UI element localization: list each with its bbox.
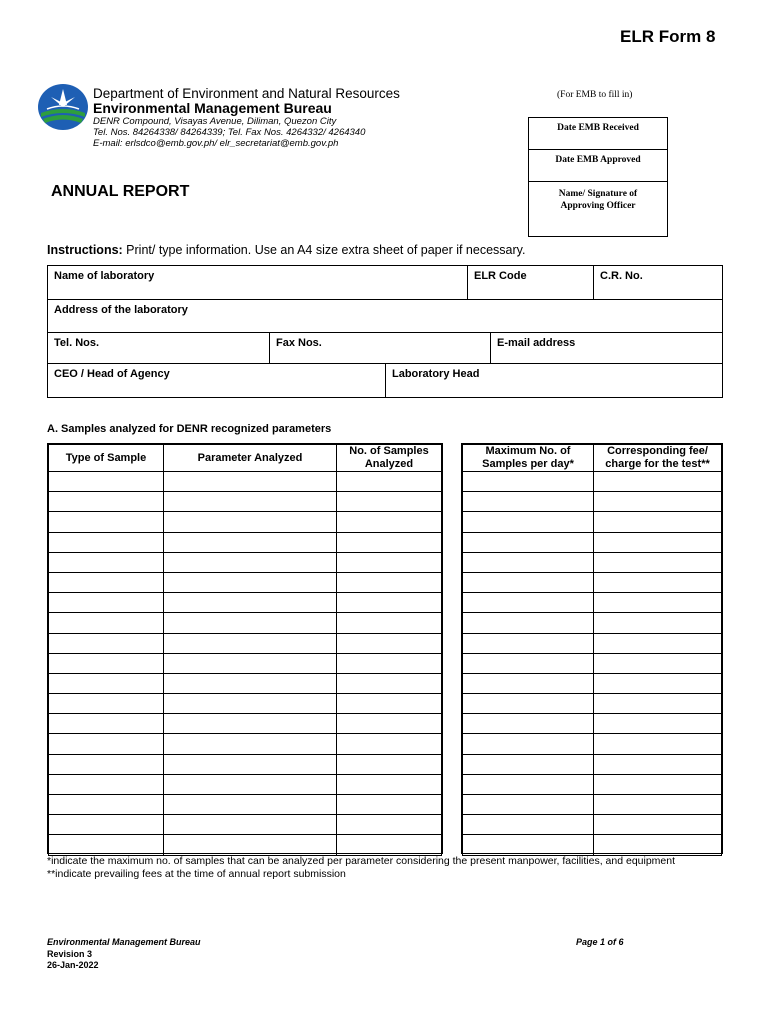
table-cell[interactable]	[463, 673, 594, 693]
table-cell[interactable]	[594, 835, 722, 855]
date-approved-field[interactable]: Date EMB Approved	[529, 150, 667, 182]
table-cell[interactable]	[49, 734, 164, 754]
department-name: Department of Environment and Natural Resources	[93, 86, 400, 101]
table-cell[interactable]	[337, 694, 442, 714]
table-cell[interactable]	[164, 492, 337, 512]
table-row	[49, 774, 442, 794]
agency-email: E-mail: erlsdco@emb.gov.ph/ elr_secretariat@emb.gov.ph	[93, 138, 339, 149]
table-cell[interactable]	[594, 673, 722, 693]
table-row	[49, 653, 442, 673]
table-row	[49, 835, 442, 855]
section-a-title: A. Samples analyzed for DENR recognized parameters	[47, 423, 332, 435]
table-cell[interactable]	[164, 694, 337, 714]
table-cell[interactable]	[594, 552, 722, 572]
footer-date: 26-Jan-2022	[47, 960, 99, 970]
table-row	[49, 572, 442, 592]
table-row	[463, 714, 722, 734]
col-header-max-samples: Maximum No. of Samples per day*	[463, 445, 594, 472]
table-cell[interactable]	[337, 532, 442, 552]
table-cell[interactable]	[594, 734, 722, 754]
table-cell[interactable]	[49, 512, 164, 532]
ceo-field[interactable]: CEO / Head of Agency	[48, 364, 386, 397]
table-row	[463, 694, 722, 714]
table-row	[463, 633, 722, 653]
table-cell[interactable]	[164, 774, 337, 794]
table-cell[interactable]	[49, 815, 164, 835]
table-cell[interactable]	[337, 815, 442, 835]
table-row	[49, 532, 442, 552]
table-row	[49, 512, 442, 532]
table-row	[463, 653, 722, 673]
lab-name-field[interactable]: Name of laboratory	[48, 266, 468, 299]
footer-revision: Revision 3	[47, 948, 93, 959]
table-cell[interactable]	[594, 512, 722, 532]
footnote-max-samples: *indicate the maximum no. of samples that can be analyzed per parameter considering the present manpower, facilities, and equipment	[47, 855, 676, 867]
approving-officer-field[interactable]: Name/ Signature of Approving Officer	[558, 189, 638, 211]
page-title: ANNUAL REPORT	[51, 183, 190, 200]
page-number: Page 1 of 6	[576, 937, 624, 947]
table-cell[interactable]	[337, 673, 442, 693]
table-cell[interactable]	[594, 754, 722, 774]
agency-phones: Tel. Nos. 84264338/ 84264339; Tel. Fax Nos. 4264332/ 4264340	[93, 127, 366, 138]
table-row	[463, 512, 722, 532]
table-row	[463, 673, 722, 693]
emb-use-note: (For EMB to fill in)	[557, 90, 633, 100]
table-row	[463, 572, 722, 592]
form-code: ELR Form 8	[620, 27, 716, 46]
col-header-fee: Corresponding fee/ charge for the test**	[594, 445, 722, 472]
instructions-label: Instructions:	[47, 243, 123, 257]
table-cell[interactable]	[337, 572, 442, 592]
table-cell[interactable]	[463, 734, 594, 754]
table-cell[interactable]	[337, 714, 442, 734]
bureau-name: Environmental Management Bureau	[93, 100, 332, 116]
fax-field[interactable]: Fax Nos.	[270, 333, 491, 363]
instructions-text: Print/ type information. Use an A4 size extra sheet of paper if necessary.	[122, 243, 526, 257]
table-cell[interactable]	[463, 613, 594, 633]
table-row	[463, 835, 722, 855]
table-cell[interactable]	[594, 774, 722, 794]
table-cell[interactable]	[594, 593, 722, 613]
table-cell[interactable]	[463, 512, 594, 532]
lab-address-field[interactable]: Address of the laboratory	[54, 304, 188, 316]
footer-left	[47, 937, 201, 972]
table-cell[interactable]	[463, 593, 594, 613]
table-cell[interactable]	[594, 815, 722, 835]
table-row	[463, 734, 722, 754]
table-cell[interactable]	[463, 472, 594, 492]
table-cell[interactable]	[337, 795, 442, 815]
table-row	[49, 795, 442, 815]
table-cell[interactable]	[164, 532, 337, 552]
table-cell[interactable]	[164, 835, 337, 855]
table-row	[463, 552, 722, 572]
table-cell[interactable]	[594, 472, 722, 492]
table-cell[interactable]	[49, 835, 164, 855]
table-cell[interactable]	[337, 472, 442, 492]
table-row	[463, 613, 722, 633]
table-row	[49, 815, 442, 835]
table-cell[interactable]	[164, 653, 337, 673]
date-received-field[interactable]: Date EMB Received	[529, 118, 667, 150]
table-cell[interactable]	[594, 633, 722, 653]
table-cell[interactable]	[164, 593, 337, 613]
table-row	[463, 472, 722, 492]
table-cell[interactable]	[594, 492, 722, 512]
samples-table-right	[461, 443, 723, 854]
table-row	[49, 714, 442, 734]
cr-no-field[interactable]: C.R. No.	[600, 270, 643, 282]
table-cell[interactable]	[164, 673, 337, 693]
table-cell[interactable]	[49, 694, 164, 714]
footer-bureau: Environmental Management Bureau	[47, 937, 201, 947]
table-row	[49, 552, 442, 572]
table-row	[49, 613, 442, 633]
table-row	[463, 754, 722, 774]
table-cell[interactable]	[164, 815, 337, 835]
table-cell[interactable]	[594, 653, 722, 673]
table-cell[interactable]	[49, 613, 164, 633]
table-cell[interactable]	[337, 593, 442, 613]
table-row	[49, 593, 442, 613]
table-cell[interactable]	[337, 552, 442, 572]
table-cell[interactable]	[594, 613, 722, 633]
instructions	[47, 243, 525, 257]
table-cell[interactable]	[463, 552, 594, 572]
table-cell[interactable]	[463, 774, 594, 794]
elr-code-field[interactable]: ELR Code	[468, 266, 594, 299]
table-cell[interactable]	[164, 633, 337, 653]
table-cell[interactable]	[463, 633, 594, 653]
denr-logo-icon	[37, 83, 89, 131]
table-cell[interactable]	[49, 532, 164, 552]
table-cell[interactable]	[49, 572, 164, 592]
table-cell[interactable]	[463, 714, 594, 734]
table-cell[interactable]	[164, 472, 337, 492]
agency-header	[93, 86, 400, 149]
col-header-type-of-sample: Type of Sample	[49, 445, 164, 472]
lab-head-field[interactable]: Laboratory Head	[392, 368, 480, 380]
table-cell[interactable]	[164, 552, 337, 572]
table-cell[interactable]	[49, 653, 164, 673]
table-cell[interactable]	[49, 593, 164, 613]
table-row	[49, 673, 442, 693]
col-header-parameter: Parameter Analyzed	[164, 445, 337, 472]
col-header-no-samples: No. of Samples Analyzed	[337, 445, 442, 472]
table-cell[interactable]	[463, 653, 594, 673]
table-cell[interactable]	[337, 835, 442, 855]
table-row	[463, 774, 722, 794]
table-row	[463, 795, 722, 815]
table-cell[interactable]	[337, 734, 442, 754]
table-cell[interactable]	[594, 532, 722, 552]
lab-info-table	[47, 265, 723, 398]
table-cell[interactable]	[49, 774, 164, 794]
table-row	[463, 815, 722, 835]
table-cell[interactable]	[463, 815, 594, 835]
table-cell[interactable]	[49, 795, 164, 815]
table-cell[interactable]	[594, 795, 722, 815]
table-cell[interactable]	[337, 492, 442, 512]
footnotes	[47, 855, 727, 880]
table-row	[463, 593, 722, 613]
table-cell[interactable]	[164, 572, 337, 592]
table-cell[interactable]	[463, 572, 594, 592]
table-cell[interactable]	[463, 694, 594, 714]
table-row	[49, 734, 442, 754]
table-row	[49, 472, 442, 492]
table-row	[463, 532, 722, 552]
table-cell[interactable]	[164, 795, 337, 815]
table-cell[interactable]	[337, 512, 442, 532]
table-row	[49, 694, 442, 714]
table-cell[interactable]	[49, 633, 164, 653]
table-row	[49, 492, 442, 512]
table-cell[interactable]	[49, 714, 164, 734]
table-cell[interactable]	[594, 572, 722, 592]
table-row	[49, 633, 442, 653]
table-cell[interactable]	[49, 754, 164, 774]
table-cell[interactable]	[49, 492, 164, 512]
table-cell[interactable]	[164, 613, 337, 633]
table-cell[interactable]	[49, 552, 164, 572]
table-cell[interactable]	[463, 492, 594, 512]
table-cell[interactable]	[463, 835, 594, 855]
table-cell[interactable]	[463, 532, 594, 552]
table-cell[interactable]	[337, 754, 442, 774]
table-cell[interactable]	[49, 673, 164, 693]
table-cell[interactable]	[164, 734, 337, 754]
table-row	[49, 754, 442, 774]
table-cell[interactable]	[164, 714, 337, 734]
table-cell[interactable]	[164, 512, 337, 532]
table-row	[463, 492, 722, 512]
table-cell[interactable]	[49, 472, 164, 492]
email-field[interactable]: E-mail address	[497, 337, 576, 349]
tel-field[interactable]: Tel. Nos.	[48, 333, 270, 363]
table-cell[interactable]	[463, 754, 594, 774]
table-cell[interactable]	[337, 653, 442, 673]
samples-table-left	[47, 443, 443, 854]
table-cell[interactable]	[594, 694, 722, 714]
table-cell[interactable]	[164, 754, 337, 774]
table-cell[interactable]	[463, 795, 594, 815]
table-cell[interactable]	[594, 714, 722, 734]
table-cell[interactable]	[337, 774, 442, 794]
emb-use-box	[528, 117, 668, 237]
table-cell[interactable]	[337, 613, 442, 633]
agency-address: DENR Compound, Visayas Avenue, Diliman, Quezon City	[93, 116, 337, 127]
table-cell[interactable]	[337, 633, 442, 653]
footnote-fees: **indicate prevailing fees at the time of annual report submission	[47, 867, 346, 880]
